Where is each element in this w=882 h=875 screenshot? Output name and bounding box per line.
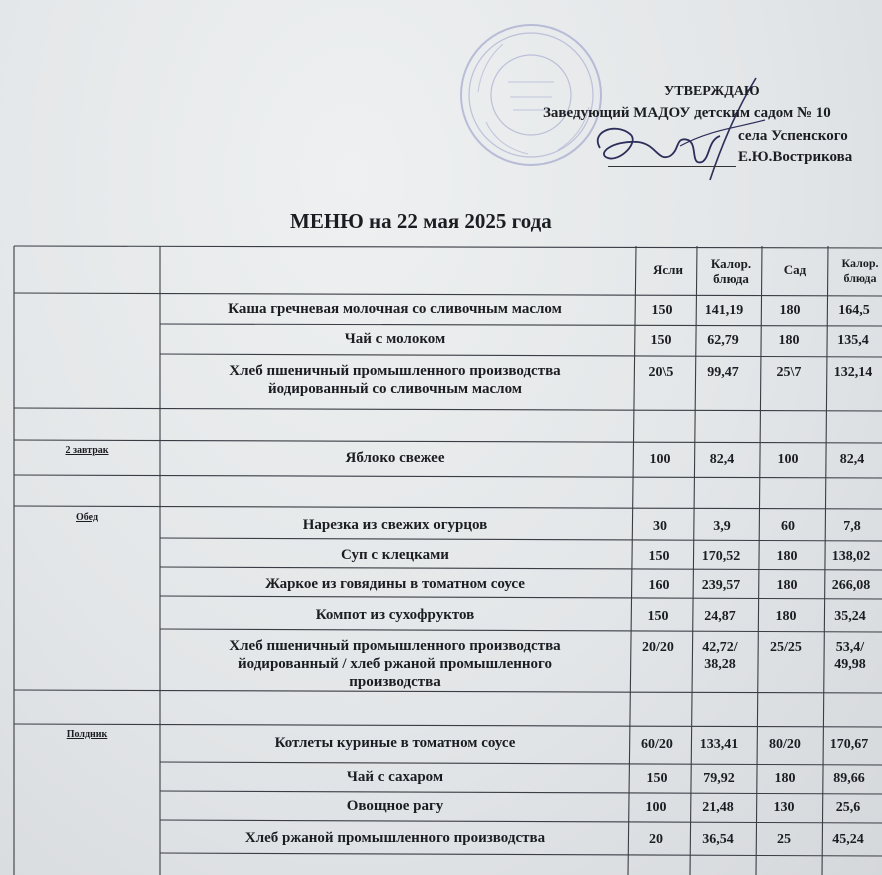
cell-kal-sad	[818, 831, 878, 848]
cell-yasli-line: 150	[650, 333, 672, 348]
cell-kal-yasli	[687, 736, 751, 753]
cell-kal-sad-line: 170,67	[829, 737, 869, 752]
cell-yasli	[629, 577, 689, 594]
cell-kal-sad-line: 35,24	[834, 609, 866, 624]
approval-name: Е.Ю.Вострикова	[738, 149, 853, 165]
cell-kal-sad	[818, 799, 878, 816]
cell-kal-sad	[821, 548, 881, 565]
dish-name-line: Жаркое из говядины в томатном соусе	[265, 576, 525, 592]
header-sad: Сад	[783, 262, 807, 277]
approval-position: Заведующий МАДОУ детским садом № 10	[543, 105, 831, 121]
header-kal-sad-line1: Калор.	[841, 256, 879, 270]
meal-label-breakfast2: 2 завтрак	[65, 445, 109, 456]
cell-kal-yasli-line: 42,72/	[702, 640, 738, 655]
cell-kal-yasli	[691, 364, 755, 381]
cell-sad	[755, 577, 819, 594]
cell-yasli	[630, 518, 690, 535]
cell-kal-sad	[819, 770, 879, 787]
cell-kal-sad	[822, 518, 882, 535]
dish-name	[160, 734, 630, 752]
cell-kal-yasli-line: 99,47	[707, 365, 739, 380]
cell-kal-sad-line: 135,4	[837, 333, 869, 348]
cell-yasli	[628, 639, 688, 656]
cell-kal-sad-line: 266,08	[831, 578, 871, 593]
cell-sad	[752, 799, 816, 816]
cell-kal-yasli	[688, 608, 752, 625]
cell-sad	[757, 332, 821, 349]
cell-kal-yasli	[692, 302, 756, 319]
cell-sad	[754, 608, 818, 625]
cell-kal-sad-line: 53,4/	[835, 640, 865, 655]
cell-sad-line: 80/20	[769, 737, 801, 752]
cell-kal-sad-line: 49,98	[834, 657, 866, 672]
dish-name-line: Хлеб пшеничный промышленного производства	[229, 638, 561, 654]
cell-yasli-line: 150	[646, 771, 668, 786]
cell-kal-sad	[822, 451, 882, 468]
cell-kal-yasli	[690, 518, 754, 535]
cell-sad-line: 25/25	[770, 640, 802, 655]
cell-kal-sad-line: 25,6	[835, 800, 861, 815]
cell-sad	[757, 364, 821, 381]
dish-name	[160, 637, 630, 691]
cell-kal-sad	[823, 332, 882, 349]
cell-sad-line: 25	[777, 832, 791, 847]
cell-sad	[752, 831, 816, 848]
cell-yasli-line: 100	[649, 452, 671, 467]
approval-village: села Успенского	[738, 128, 848, 144]
dish-name	[160, 829, 630, 847]
cell-sad-line: 180	[778, 333, 800, 348]
dish-name-line: Чай с молоком	[344, 331, 446, 347]
header-yasli: Ясли	[653, 262, 683, 277]
cell-kal-yasli	[689, 577, 753, 594]
cell-sad-line: 25\7	[776, 365, 802, 380]
cell-sad-line: 60	[781, 519, 795, 534]
cell-yasli	[627, 736, 687, 753]
cell-sad	[756, 518, 820, 535]
cell-sad	[755, 548, 819, 565]
header-kal-yasli	[700, 256, 762, 286]
cell-yasli-line: 30	[653, 519, 667, 534]
cell-sad	[753, 736, 817, 753]
cell-kal-yasli-line: 82,4	[709, 452, 735, 467]
cell-kal-sad	[819, 736, 879, 753]
dish-name	[160, 330, 630, 348]
cell-kal-sad	[823, 364, 882, 381]
cell-yasli-line: 20	[649, 832, 663, 847]
cell-yasli	[631, 332, 691, 349]
cell-kal-yasli-line: 170,52	[701, 549, 741, 564]
cell-yasli	[627, 770, 687, 787]
cell-kal-sad-line: 82,4	[839, 452, 865, 467]
cell-kal-sad	[824, 302, 882, 319]
cell-kal-yasli	[688, 639, 752, 673]
dish-name-line: йодированный / хлеб ржаной промышленного	[238, 656, 552, 672]
cell-kal-yasli-line: 239,57	[701, 578, 741, 593]
dish-name-line: Суп с клецками	[341, 547, 449, 563]
cell-kal-sad-line: 45,24	[832, 832, 864, 847]
cell-sad-line: 100	[777, 452, 799, 467]
header-kal-sad	[830, 256, 882, 286]
dish-name-line: Котлеты куриные в томатном соусе	[274, 735, 516, 751]
cell-kal-yasli-line: 3,9	[713, 519, 731, 534]
dish-name-line: Хлеб пшеничный промышленного производства	[229, 363, 561, 379]
cell-kal-yasli-line: 62,79	[707, 333, 739, 348]
approval-title: УТВЕРЖДАЮ	[664, 84, 760, 99]
cell-kal-yasli-line: 141,19	[704, 303, 744, 318]
header-kal-sad-line2: блюда	[843, 271, 877, 285]
cell-kal-sad	[820, 608, 880, 625]
cell-sad-line: 180	[776, 549, 798, 564]
cell-yasli-line: 20\5	[648, 365, 674, 380]
cell-kal-yasli-line: 79,92	[703, 771, 735, 786]
cell-yasli	[626, 799, 686, 816]
dish-name-line: йодированный со сливочным маслом	[267, 381, 523, 397]
cell-yasli-line: 160	[648, 578, 670, 593]
cell-kal-yasli-line: 133,41	[699, 737, 739, 752]
dish-name-line: Чай с сахаром	[346, 769, 444, 785]
cell-kal-yasli	[687, 770, 751, 787]
cell-kal-sad-line: 89,66	[833, 771, 865, 786]
cell-kal-yasli	[686, 799, 750, 816]
cell-kal-sad	[821, 577, 881, 594]
cell-kal-sad-line: 7,8	[843, 519, 861, 534]
dish-name	[160, 606, 630, 624]
cell-yasli-line: 150	[647, 609, 669, 624]
cell-sad-line: 180	[779, 303, 801, 318]
cell-yasli	[632, 302, 692, 319]
header-kal-yasli-line2: блюда	[713, 271, 749, 286]
cell-yasli-line: 150	[651, 303, 673, 318]
cell-yasli-line: 20/20	[642, 640, 674, 655]
cell-kal-yasli-line: 21,48	[702, 800, 734, 815]
cell-sad-line: 180	[775, 609, 797, 624]
cell-yasli	[630, 451, 690, 468]
cell-kal-yasli	[686, 831, 750, 848]
dish-name-line: Хлеб ржаной промышленного производства	[244, 830, 546, 846]
dish-name-line: Каша гречневая молочная со сливочным маслом	[228, 301, 562, 317]
cell-yasli-line: 60/20	[641, 737, 673, 752]
meal-label-snack: Полдник	[66, 729, 108, 740]
dish-name-line: Нарезка из свежих огурцов	[302, 517, 488, 533]
cell-sad	[756, 451, 820, 468]
cell-kal-yasli-line: 38,28	[704, 657, 736, 672]
dish-name	[160, 300, 630, 318]
dish-name-line: Яблоко свежее	[345, 450, 445, 466]
dish-name	[160, 546, 630, 564]
dish-name	[160, 449, 630, 467]
cell-yasli	[626, 831, 686, 848]
cell-kal-sad-line: 164,5	[838, 303, 870, 318]
cell-kal-sad-line: 138,02	[831, 549, 871, 564]
dish-name	[160, 575, 630, 593]
cell-sad	[754, 639, 818, 656]
cell-yasli	[629, 548, 689, 565]
cell-kal-sad	[820, 639, 880, 673]
dish-name-line: Овощное рагу	[346, 798, 444, 814]
cell-kal-yasli	[691, 332, 755, 349]
cell-yasli	[631, 364, 691, 381]
cell-sad-line: 180	[776, 578, 798, 593]
header-kal-yasli-line1: Калор.	[710, 256, 752, 271]
cell-kal-yasli-line: 24,87	[704, 609, 736, 624]
cell-sad-line: 180	[774, 771, 796, 786]
cell-yasli-line: 100	[645, 800, 667, 815]
dish-name	[160, 362, 630, 398]
cell-sad-line: 130	[773, 800, 795, 815]
page-title: МЕНЮ на 22 мая 2025 года	[290, 209, 552, 233]
cell-sad	[753, 770, 817, 787]
cell-sad	[758, 302, 822, 319]
dish-name-line: производства	[349, 674, 441, 690]
cell-kal-yasli	[689, 548, 753, 565]
cell-kal-yasli-line: 36,54	[702, 832, 734, 847]
cell-kal-sad-line: 132,14	[833, 365, 873, 380]
cell-yasli-line: 150	[648, 549, 670, 564]
dish-name-line: Компот из сухофруктов	[315, 607, 475, 623]
cell-yasli	[628, 608, 688, 625]
cell-kal-yasli	[690, 451, 754, 468]
meal-label-lunch: Обед	[75, 512, 98, 523]
dish-name	[160, 797, 630, 815]
dish-name	[160, 768, 630, 786]
dish-name	[160, 516, 630, 534]
